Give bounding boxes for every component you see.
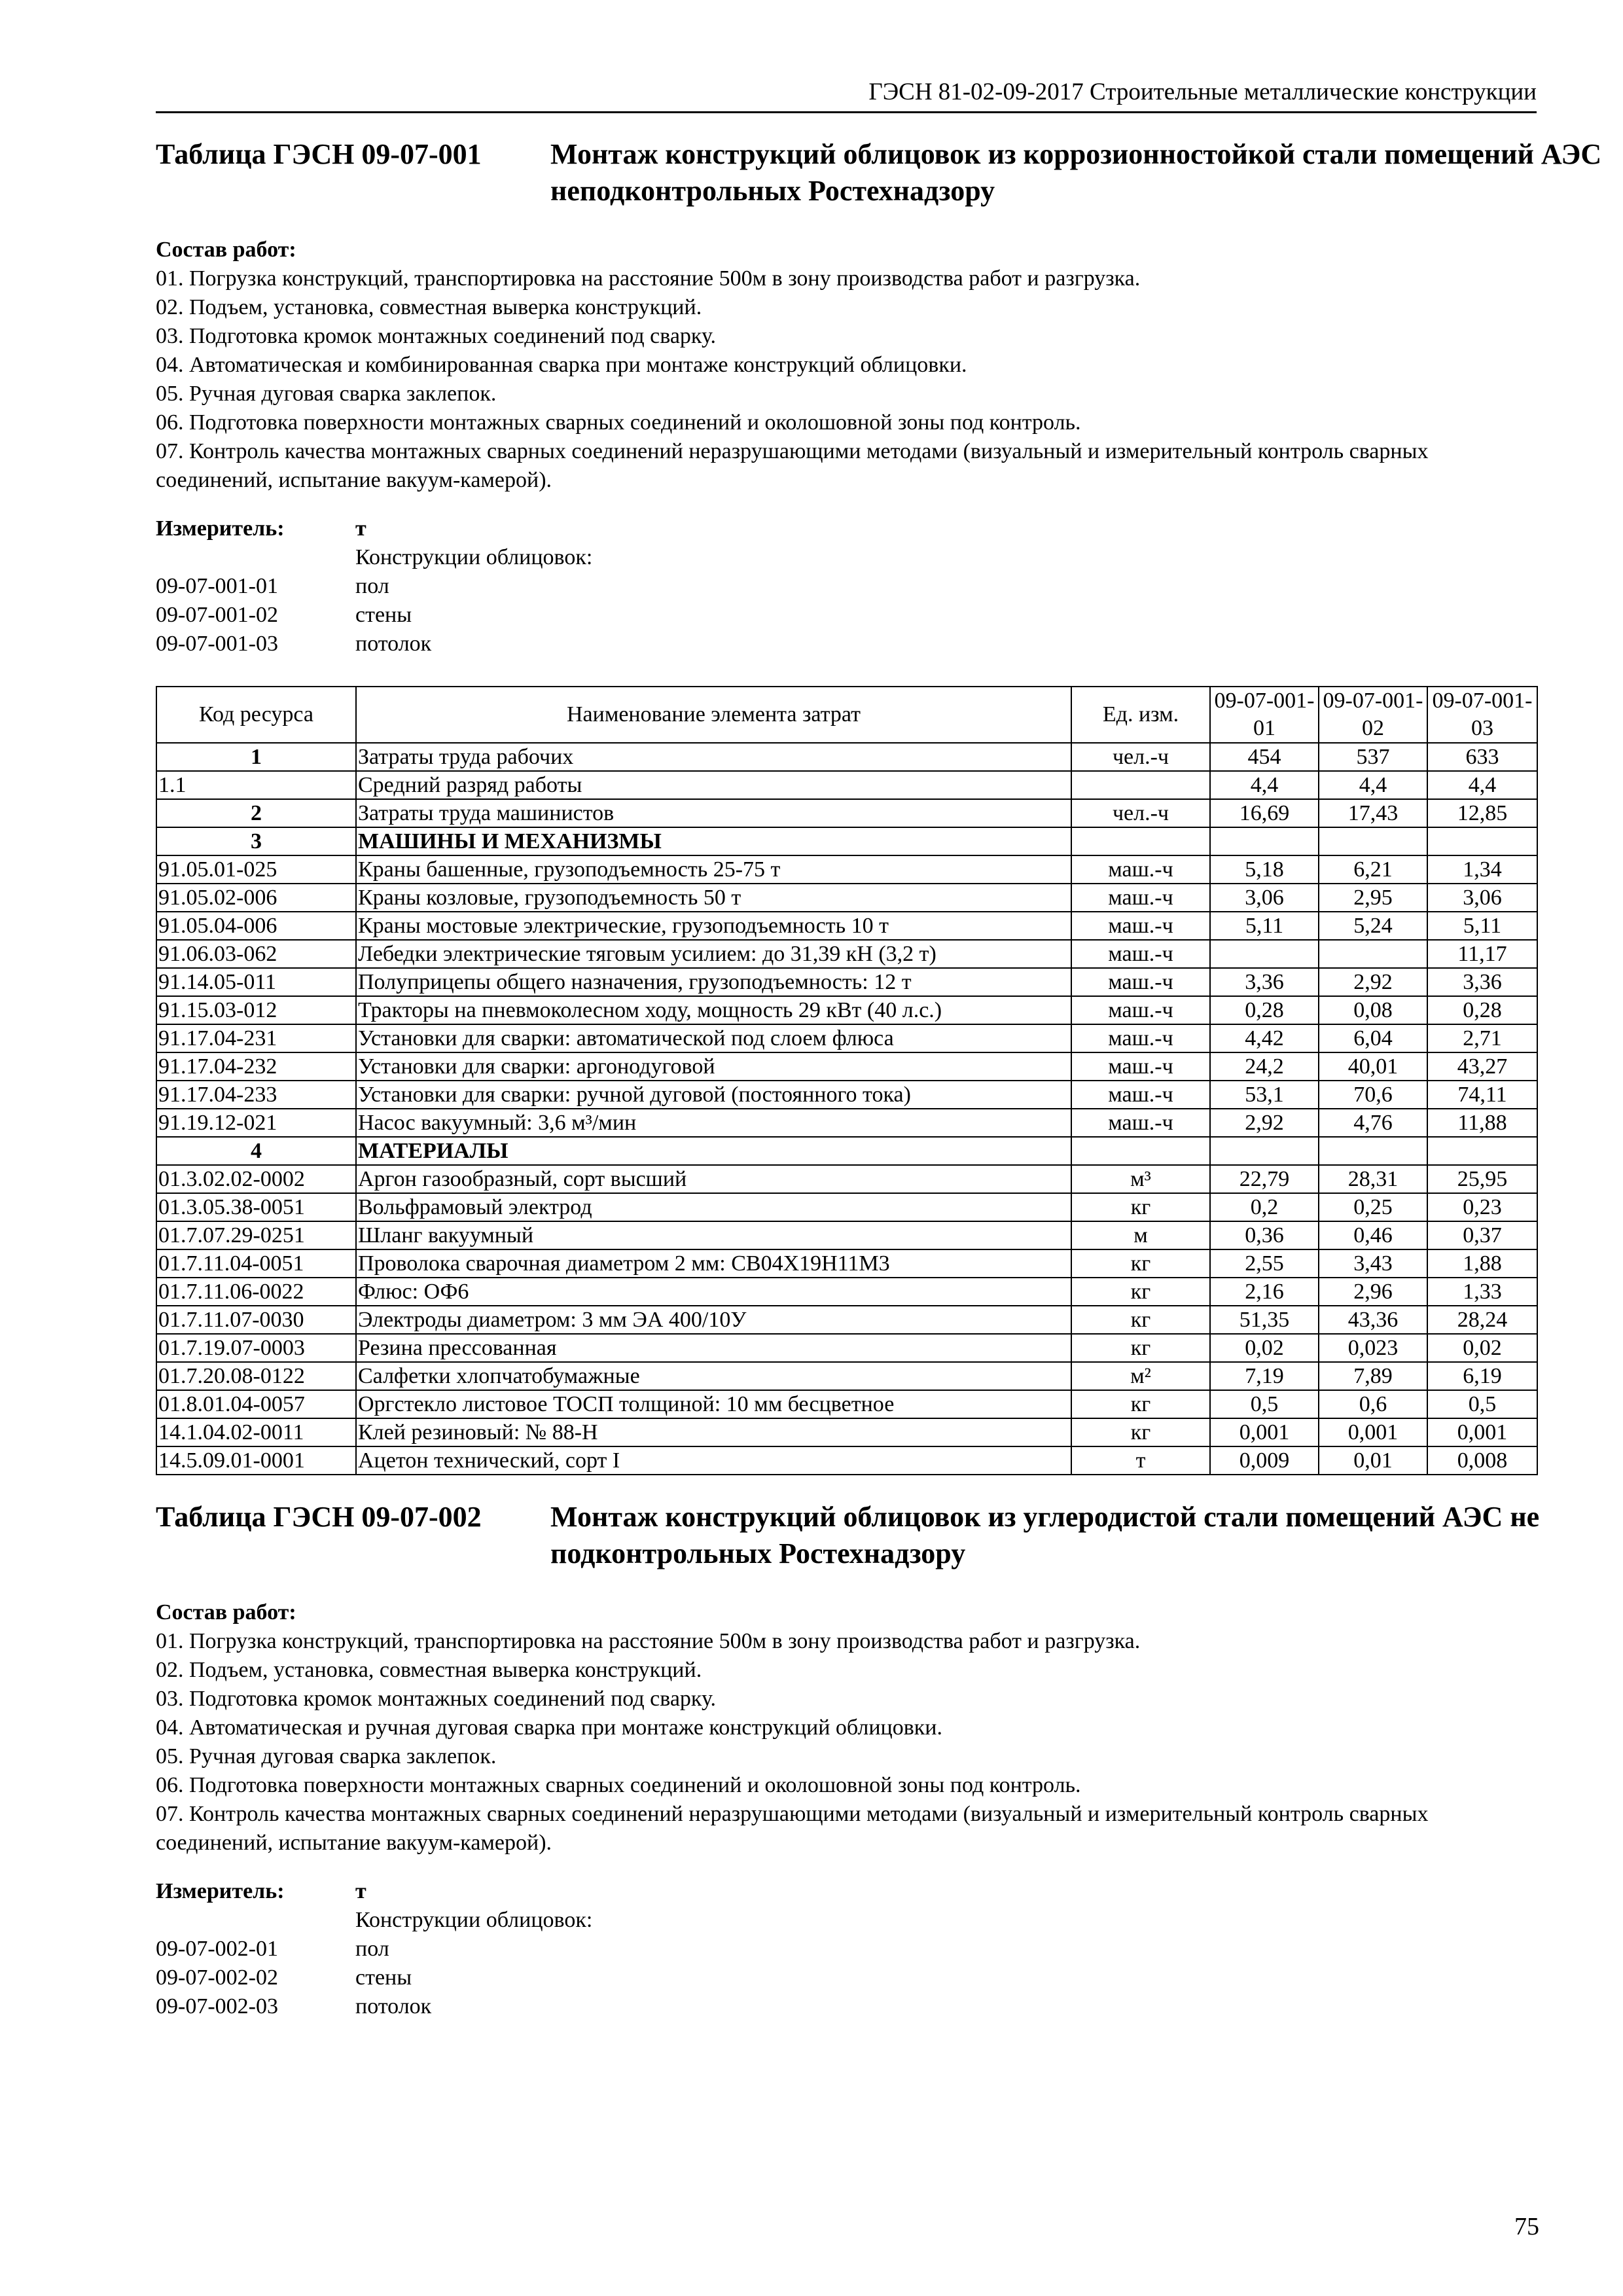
work-item: 03. Подготовка кромок монтажных соединений под сварку. bbox=[156, 1687, 717, 1711]
row-code: 91.14.05-011 bbox=[156, 968, 356, 996]
row-value-2: 4,4 bbox=[1319, 771, 1427, 799]
row-code: 91.17.04-233 bbox=[156, 1081, 356, 1109]
row-value-3: 633 bbox=[1427, 743, 1537, 771]
row-value-3: 0,001 bbox=[1427, 1418, 1537, 1446]
row-value-3: 1,34 bbox=[1427, 855, 1537, 884]
resource-table bbox=[156, 686, 1538, 1475]
meter-name: потолок bbox=[355, 632, 432, 656]
row-name: Шланг вакуумный bbox=[356, 1221, 1071, 1249]
row-name: Установки для сварки: аргонодуговой bbox=[356, 1052, 1071, 1081]
header-unit: Ед. изм. bbox=[1071, 687, 1210, 743]
work-item: 04. Автоматическая и комбинированная сварка при монтаже конструкций облицовки. bbox=[156, 353, 967, 377]
row-value-2: 0,08 bbox=[1319, 996, 1427, 1024]
row-value-3 bbox=[1427, 827, 1537, 855]
meter-label: Измеритель: bbox=[156, 1879, 285, 1903]
table-row bbox=[156, 1081, 1537, 1109]
meter-code: 09-07-002-02 bbox=[156, 1965, 278, 1990]
row-value-2: 537 bbox=[1319, 743, 1427, 771]
header-col-1: 09-07-001-01 bbox=[1210, 687, 1319, 743]
row-code: 01.7.11.07-0030 bbox=[156, 1306, 356, 1334]
row-code: 01.8.01.04-0057 bbox=[156, 1390, 356, 1418]
row-unit: маш.-ч bbox=[1071, 940, 1210, 968]
meter-name: пол bbox=[355, 1937, 389, 1961]
row-value-1: 5,11 bbox=[1210, 912, 1319, 940]
row-value-2: 40,01 bbox=[1319, 1052, 1427, 1081]
meter-name: пол bbox=[355, 574, 389, 598]
row-value-3: 0,28 bbox=[1427, 996, 1537, 1024]
row-unit: маш.-ч bbox=[1071, 1024, 1210, 1052]
row-name: МАШИНЫ И МЕХАНИЗМЫ bbox=[356, 827, 1071, 855]
page-number: 75 bbox=[1514, 2213, 1539, 2240]
table-row bbox=[156, 1024, 1537, 1052]
row-value-2: 0,023 bbox=[1319, 1334, 1427, 1362]
row-name: Оргстекло листовое ТОСП толщиной: 10 мм бесцветное bbox=[356, 1390, 1071, 1418]
row-name: Лебедки электрические тяговым усилием: до 31,39 кН (3,2 т) bbox=[356, 940, 1071, 968]
row-code: 01.3.02.02-0002 bbox=[156, 1165, 356, 1193]
row-value-2: 2,92 bbox=[1319, 968, 1427, 996]
row-value-2: 0,6 bbox=[1319, 1390, 1427, 1418]
row-value-1: 454 bbox=[1210, 743, 1319, 771]
row-value-3: 2,71 bbox=[1427, 1024, 1537, 1052]
row-name: Ацетон технический, сорт I bbox=[356, 1446, 1071, 1475]
row-value-3: 3,36 bbox=[1427, 968, 1537, 996]
meter-name: потолок bbox=[355, 1994, 432, 2018]
table-row bbox=[156, 1334, 1537, 1362]
row-code: 91.15.03-012 bbox=[156, 996, 356, 1024]
row-value-2: 2,95 bbox=[1319, 884, 1427, 912]
row-name: Краны козловые, грузоподъемность 50 т bbox=[356, 884, 1071, 912]
row-value-1: 0,5 bbox=[1210, 1390, 1319, 1418]
row-unit: чел.-ч bbox=[1071, 799, 1210, 827]
row-value-3: 11,17 bbox=[1427, 940, 1537, 968]
row-unit: м bbox=[1071, 1221, 1210, 1249]
row-value-3: 28,24 bbox=[1427, 1306, 1537, 1334]
row-value-1: 3,36 bbox=[1210, 968, 1319, 996]
row-name: МАТЕРИАЛЫ bbox=[356, 1137, 1071, 1165]
row-value-2: 3,43 bbox=[1319, 1249, 1427, 1278]
table-row bbox=[156, 1165, 1537, 1193]
row-unit: маш.-ч bbox=[1071, 855, 1210, 884]
row-name: Насос вакуумный: 3,6 м³/мин bbox=[356, 1109, 1071, 1137]
row-name: Затраты труда рабочих bbox=[356, 743, 1071, 771]
row-value-1: 4,4 bbox=[1210, 771, 1319, 799]
work-item: 03. Подготовка кромок монтажных соединений под сварку. bbox=[156, 324, 717, 348]
row-code: 91.05.04-006 bbox=[156, 912, 356, 940]
row-unit: маш.-ч bbox=[1071, 968, 1210, 996]
row-value-3: 3,06 bbox=[1427, 884, 1537, 912]
meter-code: 09-07-001-01 bbox=[156, 574, 278, 598]
row-unit: м² bbox=[1071, 1362, 1210, 1390]
row-value-3: 12,85 bbox=[1427, 799, 1537, 827]
meter-description: Конструкции облицовок: bbox=[355, 1908, 593, 1932]
row-unit: кг bbox=[1071, 1334, 1210, 1362]
row-value-1: 0,2 bbox=[1210, 1193, 1319, 1221]
row-unit: кг bbox=[1071, 1418, 1210, 1446]
work-item: 06. Подготовка поверхности монтажных сварных соединений и околошовной зоны под контроль. bbox=[156, 410, 1081, 435]
meter-unit: т bbox=[355, 516, 366, 541]
row-value-2: 6,04 bbox=[1319, 1024, 1427, 1052]
row-name: Затраты труда машинистов bbox=[356, 799, 1071, 827]
table-row bbox=[156, 799, 1537, 827]
table-row bbox=[156, 771, 1537, 799]
table-row bbox=[156, 1193, 1537, 1221]
works-heading: Состав работ: bbox=[156, 1600, 296, 1624]
row-code: 2 bbox=[156, 799, 356, 827]
work-item: 06. Подготовка поверхности монтажных сварных соединений и околошовной зоны под контроль. bbox=[156, 1773, 1081, 1797]
table2-works bbox=[156, 1598, 1537, 1857]
row-value-3: 5,11 bbox=[1427, 912, 1537, 940]
row-unit: маш.-ч bbox=[1071, 884, 1210, 912]
running-header: ГЭСН 81-02-09-2017 Строительные металлические конструкции bbox=[156, 73, 1537, 113]
table1-number: Таблица ГЭСН 09-07-001 bbox=[156, 138, 482, 170]
row-unit: маш.-ч bbox=[1071, 996, 1210, 1024]
row-value-2: 2,96 bbox=[1319, 1278, 1427, 1306]
table-row bbox=[156, 743, 1537, 771]
row-code: 4 bbox=[156, 1137, 356, 1165]
row-value-3: 1,33 bbox=[1427, 1278, 1537, 1306]
row-value-3: 74,11 bbox=[1427, 1081, 1537, 1109]
row-name: Электроды диаметром: 3 мм ЭА 400/10У bbox=[356, 1306, 1071, 1334]
meter-code: 09-07-001-03 bbox=[156, 632, 278, 656]
header-name: Наименование элемента затрат bbox=[356, 687, 1071, 743]
row-value-2: 5,24 bbox=[1319, 912, 1427, 940]
row-name: Средний разряд работы bbox=[356, 771, 1071, 799]
row-value-3 bbox=[1427, 1137, 1537, 1165]
row-code: 91.05.02-006 bbox=[156, 884, 356, 912]
work-item: 07. Контроль качества монтажных сварных соединений неразрушающими методами (визуальный и измерительный контроль сварных соединений, испытание вакуум-камерой). bbox=[156, 1802, 1429, 1855]
table2-number: Таблица ГЭСН 09-07-002 bbox=[156, 1501, 482, 1533]
table-row bbox=[156, 1109, 1537, 1137]
row-value-1: 22,79 bbox=[1210, 1165, 1319, 1193]
work-item: 05. Ручная дуговая сварка заклепок. bbox=[156, 1744, 497, 1768]
table-row bbox=[156, 1362, 1537, 1390]
row-value-1: 5,18 bbox=[1210, 855, 1319, 884]
row-code: 1.1 bbox=[156, 771, 356, 799]
row-value-3: 4,4 bbox=[1427, 771, 1537, 799]
row-code: 91.17.04-232 bbox=[156, 1052, 356, 1081]
table-row bbox=[156, 1052, 1537, 1081]
row-value-1: 0,001 bbox=[1210, 1418, 1319, 1446]
work-item: 02. Подъем, установка, совместная выверка конструкций. bbox=[156, 1658, 702, 1682]
row-value-3: 0,23 bbox=[1427, 1193, 1537, 1221]
row-unit: кг bbox=[1071, 1249, 1210, 1278]
table-body bbox=[156, 743, 1537, 1475]
row-value-3: 43,27 bbox=[1427, 1052, 1537, 1081]
work-item: 01. Погрузка конструкций, транспортировка на расстояние 500м в зону производства работ и разгрузка. bbox=[156, 266, 1141, 291]
row-code: 3 bbox=[156, 827, 356, 855]
row-value-2: 28,31 bbox=[1319, 1165, 1427, 1193]
row-unit: кг bbox=[1071, 1278, 1210, 1306]
work-item: 01. Погрузка конструкций, транспортировка на расстояние 500м в зону производства работ и разгрузка. bbox=[156, 1629, 1141, 1653]
row-value-1: 2,16 bbox=[1210, 1278, 1319, 1306]
table-row bbox=[156, 855, 1537, 884]
row-value-1: 7,19 bbox=[1210, 1362, 1319, 1390]
row-unit: маш.-ч bbox=[1071, 1052, 1210, 1081]
row-name: Установки для сварки: автоматической под слоем флюса bbox=[356, 1024, 1071, 1052]
row-value-1: 51,35 bbox=[1210, 1306, 1319, 1334]
row-value-2 bbox=[1319, 1137, 1427, 1165]
header-col-2: 09-07-001-02 bbox=[1319, 687, 1427, 743]
row-value-2: 0,46 bbox=[1319, 1221, 1427, 1249]
table-row bbox=[156, 968, 1537, 996]
row-value-2 bbox=[1319, 940, 1427, 968]
row-name: Флюс: ОФ6 bbox=[356, 1278, 1071, 1306]
row-value-3: 0,02 bbox=[1427, 1334, 1537, 1362]
row-value-1: 53,1 bbox=[1210, 1081, 1319, 1109]
row-name: Вольфрамовый электрод bbox=[356, 1193, 1071, 1221]
table2-title: Монтаж конструкций облицовок из углеродистой стали помещений АЭС не подконтрольных Ростехнадзору bbox=[550, 1501, 1540, 1570]
table-row bbox=[156, 1390, 1537, 1418]
row-value-3: 6,19 bbox=[1427, 1362, 1537, 1390]
table-row bbox=[156, 1306, 1537, 1334]
row-code: 91.06.03-062 bbox=[156, 940, 356, 968]
row-value-3: 1,88 bbox=[1427, 1249, 1537, 1278]
meter-description: Конструкции облицовок: bbox=[355, 545, 593, 569]
row-code: 91.05.01-025 bbox=[156, 855, 356, 884]
work-item: 02. Подъем, установка, совместная выверка конструкций. bbox=[156, 295, 702, 319]
row-value-1: 24,2 bbox=[1210, 1052, 1319, 1081]
row-name: Полуприцепы общего назначения, грузоподъемность: 12 т bbox=[356, 968, 1071, 996]
table-row bbox=[156, 1249, 1537, 1278]
row-unit: м³ bbox=[1071, 1165, 1210, 1193]
table-row bbox=[156, 1446, 1537, 1475]
row-value-2: 7,89 bbox=[1319, 1362, 1427, 1390]
table-row bbox=[156, 940, 1537, 968]
works-heading: Состав работ: bbox=[156, 238, 296, 262]
row-unit bbox=[1071, 827, 1210, 855]
row-value-3: 0,008 bbox=[1427, 1446, 1537, 1475]
meter-name: стены bbox=[355, 1965, 412, 1990]
row-value-1 bbox=[1210, 940, 1319, 968]
row-code: 01.7.07.29-0251 bbox=[156, 1221, 356, 1249]
row-value-1: 16,69 bbox=[1210, 799, 1319, 827]
table-row bbox=[156, 884, 1537, 912]
row-name: Тракторы на пневмоколесном ходу, мощность 29 кВт (40 л.с.) bbox=[356, 996, 1071, 1024]
row-value-2: 70,6 bbox=[1319, 1081, 1427, 1109]
meter-label: Измеритель: bbox=[156, 516, 285, 541]
table-row bbox=[156, 996, 1537, 1024]
row-value-2: 0,001 bbox=[1319, 1418, 1427, 1446]
row-name: Установки для сварки: ручной дуговой (постоянного тока) bbox=[356, 1081, 1071, 1109]
row-code: 01.7.11.04-0051 bbox=[156, 1249, 356, 1278]
row-code: 01.7.11.06-0022 bbox=[156, 1278, 356, 1306]
meter-code: 09-07-001-02 bbox=[156, 603, 278, 627]
row-unit: кг bbox=[1071, 1193, 1210, 1221]
meter-unit: т bbox=[355, 1879, 366, 1903]
meter-name: стены bbox=[355, 603, 412, 627]
table-row bbox=[156, 912, 1537, 940]
row-value-1: 0,02 bbox=[1210, 1334, 1319, 1362]
row-value-1: 0,009 bbox=[1210, 1446, 1319, 1475]
table1-works bbox=[156, 236, 1537, 495]
row-unit: кг bbox=[1071, 1306, 1210, 1334]
row-unit bbox=[1071, 771, 1210, 799]
table-row bbox=[156, 1137, 1537, 1165]
row-name: Краны мостовые электрические, грузоподъемность 10 т bbox=[356, 912, 1071, 940]
row-code: 91.19.12-021 bbox=[156, 1109, 356, 1137]
row-name: Салфетки хлопчатобумажные bbox=[356, 1362, 1071, 1390]
row-unit: маш.-ч bbox=[1071, 912, 1210, 940]
row-unit: маш.-ч bbox=[1071, 1109, 1210, 1137]
header-col-3: 09-07-001-03 bbox=[1427, 687, 1537, 743]
work-item: 05. Ручная дуговая сварка заклепок. bbox=[156, 382, 497, 406]
row-value-1: 4,42 bbox=[1210, 1024, 1319, 1052]
row-value-2: 43,36 bbox=[1319, 1306, 1427, 1334]
header-code: Код ресурса bbox=[156, 687, 356, 743]
row-code: 01.3.05.38-0051 bbox=[156, 1193, 356, 1221]
table-row bbox=[156, 1418, 1537, 1446]
row-value-3: 0,5 bbox=[1427, 1390, 1537, 1418]
row-value-1: 3,06 bbox=[1210, 884, 1319, 912]
row-unit: маш.-ч bbox=[1071, 1081, 1210, 1109]
row-code: 01.7.20.08-0122 bbox=[156, 1362, 356, 1390]
row-value-1: 2,55 bbox=[1210, 1249, 1319, 1278]
row-unit: чел.-ч bbox=[1071, 743, 1210, 771]
row-value-3: 25,95 bbox=[1427, 1165, 1537, 1193]
row-unit: т bbox=[1071, 1446, 1210, 1475]
table-row bbox=[156, 1221, 1537, 1249]
row-value-1: 2,92 bbox=[1210, 1109, 1319, 1137]
row-value-1: 0,28 bbox=[1210, 996, 1319, 1024]
work-item: 04. Автоматическая и ручная дуговая сварка при монтаже конструкций облицовки. bbox=[156, 1715, 943, 1740]
row-value-2: 6,21 bbox=[1319, 855, 1427, 884]
row-value-2: 17,43 bbox=[1319, 799, 1427, 827]
row-name: Краны башенные, грузоподъемность 25-75 т bbox=[356, 855, 1071, 884]
row-value-2 bbox=[1319, 827, 1427, 855]
table-row bbox=[156, 827, 1537, 855]
row-code: 91.17.04-231 bbox=[156, 1024, 356, 1052]
row-unit: кг bbox=[1071, 1390, 1210, 1418]
table-row bbox=[156, 1278, 1537, 1306]
row-value-1: 0,36 bbox=[1210, 1221, 1319, 1249]
row-value-2: 0,25 bbox=[1319, 1193, 1427, 1221]
row-value-3: 0,37 bbox=[1427, 1221, 1537, 1249]
row-value-2: 0,01 bbox=[1319, 1446, 1427, 1475]
row-name: Клей резиновый: № 88-Н bbox=[356, 1418, 1071, 1446]
row-value-2: 4,76 bbox=[1319, 1109, 1427, 1137]
row-unit bbox=[1071, 1137, 1210, 1165]
row-name: Резина прессованная bbox=[356, 1334, 1071, 1362]
row-code: 01.7.19.07-0003 bbox=[156, 1334, 356, 1362]
row-value-1 bbox=[1210, 1137, 1319, 1165]
row-value-1 bbox=[1210, 827, 1319, 855]
meter-code: 09-07-002-01 bbox=[156, 1937, 278, 1961]
table1-title: Монтаж конструкций облицовок из коррозионностойкой стали помещений АЭС неподконтрольных Ростехнадзору bbox=[550, 138, 1602, 207]
table-header-row bbox=[156, 687, 1537, 743]
work-item: 07. Контроль качества монтажных сварных соединений неразрушающими методами (визуальный и измерительный контроль сварных соединений, испытание вакуум-камерой). bbox=[156, 439, 1429, 492]
row-value-3: 11,88 bbox=[1427, 1109, 1537, 1137]
row-code: 1 bbox=[156, 743, 356, 771]
row-name: Аргон газообразный, сорт высший bbox=[356, 1165, 1071, 1193]
row-code: 14.5.09.01-0001 bbox=[156, 1446, 356, 1475]
row-name: Проволока сварочная диаметром 2 мм: СВ04Х19Н11М3 bbox=[356, 1249, 1071, 1278]
meter-code: 09-07-002-03 bbox=[156, 1994, 278, 2018]
row-code: 14.1.04.02-0011 bbox=[156, 1418, 356, 1446]
